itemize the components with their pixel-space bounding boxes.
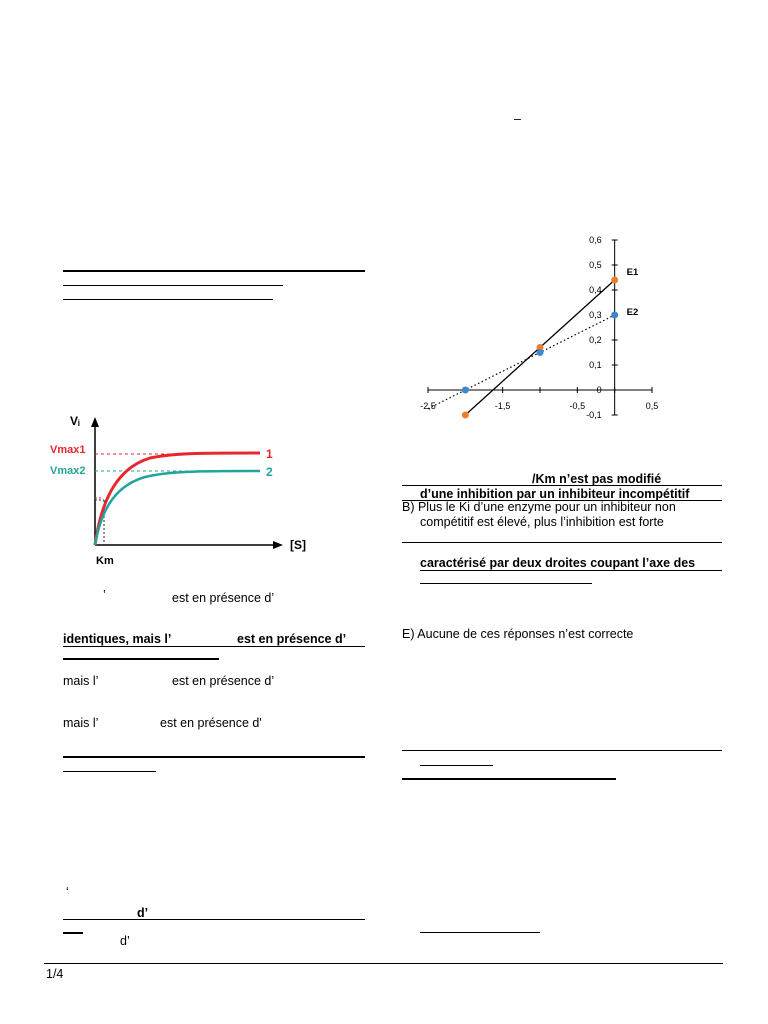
line-d-left: mais l’ <box>63 716 99 730</box>
curve-1-label: 1 <box>266 447 273 461</box>
series-line-e2 <box>428 315 615 409</box>
x-axis-label: [S] <box>290 538 306 552</box>
curve-2 <box>95 471 260 545</box>
y-tick-label: 0,6 <box>589 235 602 245</box>
top-mark: – <box>514 112 521 126</box>
y-tick-label: 0,4 <box>589 285 602 295</box>
line-c-left: mais l’ <box>63 674 99 688</box>
curve-2-label: 2 <box>266 465 273 479</box>
bold-line: caractérisé par deux droites coupant l’axe des <box>420 556 696 570</box>
line-b-left: identiques, mais l’ <box>63 632 172 646</box>
rule <box>420 765 493 766</box>
data-point-e2 <box>611 312 618 319</box>
line-c-right: est en présence d’ <box>172 674 275 688</box>
saturation-graph <box>40 405 306 575</box>
heading-1: /Km n’est pas modifié <box>532 472 662 486</box>
rule <box>420 932 540 933</box>
line-b-right: est en présence d’ <box>237 632 347 646</box>
x-tick-label: 0,5 <box>645 401 659 411</box>
line-e-apostrophe: ‘ <box>66 885 69 899</box>
y-tick-label: -0,1 <box>586 410 602 420</box>
data-point-e1 <box>611 277 618 284</box>
y-tick-label: 0 <box>596 385 602 395</box>
page-number: 1/4 <box>46 967 64 981</box>
vmax2-label: Vmax2 <box>50 465 86 477</box>
line-a-apostrophe: ’ <box>103 588 106 602</box>
rule <box>402 542 722 543</box>
x-tick-label: -2,5 <box>420 401 436 411</box>
rule <box>420 583 592 584</box>
x-tick-label: -0,5 <box>569 401 586 411</box>
series-label-e1: E1 <box>626 267 639 278</box>
y-tick-label: 0,5 <box>589 260 602 270</box>
rule <box>420 570 722 571</box>
data-point-e2 <box>462 387 469 394</box>
y-tick-label: 0,1 <box>589 360 602 370</box>
heading-2: d’une inhibition par un inhibiteur incompétitif <box>420 487 690 501</box>
y-tick-label: 0,3 <box>589 310 602 320</box>
data-point-e2 <box>537 349 544 356</box>
series-label-e2: E2 <box>626 307 639 318</box>
km-label: Km <box>96 555 114 567</box>
line-d-right: est en présence d' <box>160 716 262 730</box>
rule <box>63 771 156 772</box>
rule <box>402 485 722 486</box>
y-tick-label: 0,2 <box>589 335 602 345</box>
option-e: E) Aucune de ces réponses n’est correcte <box>402 627 634 641</box>
curve-1 <box>95 453 260 545</box>
x-axis-arrow <box>273 541 283 549</box>
y-axis-arrow <box>91 417 99 427</box>
data-point-e1 <box>462 412 469 419</box>
line-a-text: est en présence d’ <box>172 591 275 605</box>
option-b-line1: B) Plus le Ki d’une enzyme pour un inhibiteur non <box>402 500 676 514</box>
line-g-text: d’ <box>120 934 130 948</box>
x-tick-label: -1,5 <box>494 401 511 411</box>
rule <box>63 756 365 758</box>
rule <box>63 919 365 920</box>
rule <box>402 778 616 780</box>
rule <box>63 658 219 660</box>
rule <box>63 932 83 934</box>
rule <box>63 299 273 300</box>
lineweaver-burk-chart <box>400 230 680 430</box>
y-axis-label: Vᵢ <box>70 414 80 428</box>
line-f-text: d’ <box>137 906 149 920</box>
option-b-line2: compétitif est élevé, plus l’inhibition est forte <box>420 515 664 529</box>
footer-rule <box>44 963 723 964</box>
rule <box>63 285 283 286</box>
vmax1-label: Vmax1 <box>50 444 86 456</box>
rule <box>63 646 365 647</box>
rule <box>402 750 722 751</box>
rule <box>63 270 365 272</box>
